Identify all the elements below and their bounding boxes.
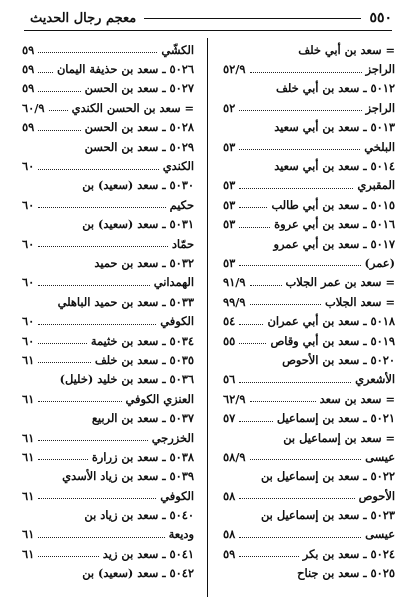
entry-text: = سعد بن الحسن الكندي xyxy=(71,100,194,115)
index-entry xyxy=(223,486,395,505)
page-header xyxy=(30,8,392,28)
entry-page-ref: ٦٠ xyxy=(22,236,35,251)
dot-leader xyxy=(239,207,267,208)
entry-text: ٥٠٣٣ ـ سعد بن حميد الباهلي xyxy=(57,294,194,309)
book-title: معجم رجال الحديث xyxy=(30,10,137,26)
dot-leader xyxy=(38,459,88,460)
index-entry xyxy=(22,447,194,466)
dot-leader xyxy=(49,110,68,111)
index-entry xyxy=(22,59,194,78)
index-entry xyxy=(223,350,395,369)
entry-page-ref: ٥٢ xyxy=(223,100,236,115)
entry-page-ref: ٦١ xyxy=(22,488,35,503)
entry-text: ٥٠٤٢ ـ سعد (سعيد) بن xyxy=(82,566,194,581)
entry-text: ٥٠٤٠ ـ سعد بن زياد بن xyxy=(84,508,194,523)
entry-text: ٥٠٢٢ ـ سعد بن إسماعيل بن xyxy=(261,469,395,484)
index-entry xyxy=(22,118,194,137)
page-number: ٥٥٠ xyxy=(369,10,392,26)
index-entry xyxy=(22,525,194,544)
entry-page-ref: ٥٨/٩ xyxy=(223,449,246,464)
dot-leader xyxy=(38,362,91,363)
entry-text: ٥٠٣٤ ـ سعد بن خثيمة xyxy=(90,333,194,348)
index-entry xyxy=(22,311,194,330)
entry-page-ref: ٥٩ xyxy=(22,62,35,77)
index-entry xyxy=(22,215,194,234)
entry-page-ref: ٦٠/٩ xyxy=(22,100,45,115)
index-entry xyxy=(223,59,395,78)
entry-page-ref: ٥٨ xyxy=(223,488,236,503)
dot-leader xyxy=(239,382,351,383)
index-entry xyxy=(22,79,194,98)
dot-leader xyxy=(38,556,99,557)
dot-leader xyxy=(239,421,273,422)
index-entry xyxy=(223,195,395,214)
index-entry xyxy=(223,118,395,137)
index-entry xyxy=(22,195,194,214)
entry-page-ref: ٩١/٩ xyxy=(223,275,246,290)
entry-text: ٥٠١٤ ـ سعد بن أبي سعيد xyxy=(274,159,395,174)
entry-page-ref: ٥٣ xyxy=(223,217,236,232)
entry-text: = سعد الجلاب xyxy=(324,294,395,309)
dot-leader xyxy=(38,130,80,131)
index-entry xyxy=(22,544,194,563)
entry-page-ref: ٥٣ xyxy=(223,255,236,270)
index-entry xyxy=(22,389,194,408)
entry-text: ٥٠١٩ ـ سعد بن أبي وقاص xyxy=(270,333,395,348)
entry-text: الراجز xyxy=(365,100,395,115)
dot-leader xyxy=(38,246,168,247)
index-entry xyxy=(22,273,194,292)
entry-text: المقبري xyxy=(357,178,395,193)
dot-leader xyxy=(239,149,360,150)
dot-leader xyxy=(239,537,361,538)
entry-text: حمّاد xyxy=(171,236,194,251)
entry-page-ref: ٦١ xyxy=(22,527,35,542)
dot-leader xyxy=(38,285,149,286)
entry-text: ٥٠٣٦ ـ سعد بن خليد (خليل) xyxy=(59,372,194,387)
entry-text: = سعد بن إسماعيل بن xyxy=(283,430,395,445)
dot-leader xyxy=(239,498,354,499)
entry-page-ref: ٥٧ xyxy=(223,411,236,426)
entry-text: ٥٠٢١ ـ سعد بن إسماعيل xyxy=(276,411,395,426)
index-entry xyxy=(22,40,194,59)
entry-page-ref: ٦٠ xyxy=(22,159,35,174)
index-entry xyxy=(223,137,395,156)
dot-leader xyxy=(38,207,165,208)
header-rule xyxy=(144,18,361,19)
entry-text: ٥٠٢٣ ـ سعد بن إسماعيل بن xyxy=(261,508,395,523)
dot-leader xyxy=(239,343,266,344)
entry-text: ٥٠١٨ ـ سعد بن أبي عمران xyxy=(267,314,395,329)
entry-page-ref: ٥٢/٩ xyxy=(223,62,246,77)
index-entry xyxy=(223,331,395,350)
index-entry xyxy=(22,428,194,447)
entry-text: ٥٠٢٦ ـ سعد بن حذيفة اليمان xyxy=(56,62,194,77)
entry-text: الكوفي xyxy=(160,314,194,329)
entry-page-ref: ٩٩/٩ xyxy=(223,294,246,309)
entry-text: = سعد بن عمر الجلاب xyxy=(285,275,395,290)
index-entry xyxy=(223,564,395,583)
entry-text: ٥٠٣١ ـ سعد (سعيد) بن xyxy=(82,217,194,232)
entry-text: = سعد بن أبي خلف xyxy=(298,42,395,57)
index-entry xyxy=(223,253,395,272)
dot-leader xyxy=(250,72,362,73)
left-column xyxy=(22,40,194,583)
index-entry xyxy=(223,234,395,253)
index-entry xyxy=(223,215,395,234)
dot-leader xyxy=(239,556,298,557)
index-entry xyxy=(22,331,194,350)
entry-text: ٥٠٢٠ ـ سعد بن الأحوص xyxy=(282,352,395,367)
dot-leader xyxy=(38,401,121,402)
entry-text: ٥٠١٣ ـ سعد بن أبي سعيد xyxy=(274,120,395,135)
entry-text: ٥٠٢٩ ـ سعد بن الحسن xyxy=(84,139,194,154)
entry-text: الكوفي xyxy=(160,488,194,503)
entry-page-ref: ٦٢/٩ xyxy=(223,391,246,406)
index-entry xyxy=(22,505,194,524)
entry-text: الكشّي xyxy=(161,42,194,57)
entry-text: ٥٠١٧ ـ سعد بن أبي عمرو xyxy=(273,236,395,251)
dot-leader xyxy=(38,324,156,325)
dot-leader xyxy=(38,440,147,441)
dot-leader xyxy=(38,169,158,170)
entry-text: الراجز xyxy=(365,62,395,77)
dot-leader xyxy=(38,91,80,92)
index-entry xyxy=(223,311,395,330)
index-entry xyxy=(22,370,194,389)
entry-page-ref: ٦٠ xyxy=(22,197,35,212)
entry-page-ref: ٥٣ xyxy=(223,139,236,154)
entry-page-ref: ٥٩ xyxy=(22,81,35,96)
entry-page-ref: ٦١ xyxy=(22,430,35,445)
index-entry xyxy=(223,525,395,544)
entry-text: ٥٠٢٥ ـ سعد بن جناح xyxy=(297,566,395,581)
index-entry xyxy=(22,176,194,195)
entry-text: الأشعري xyxy=(355,372,395,387)
entry-text: ٥٠١٦ ـ سعد بن أبي عروة xyxy=(274,217,395,232)
index-entry xyxy=(223,40,395,59)
index-entry xyxy=(22,137,194,156)
dot-leader xyxy=(250,304,321,305)
entry-text: ٥٠٢٤ ـ سعد بن بكر xyxy=(302,546,395,561)
index-entry xyxy=(22,98,194,117)
entry-text: ٥٠١٥ ـ سعد بن أبي طالب xyxy=(271,197,395,212)
entry-text: الخزرجي xyxy=(151,430,194,445)
index-entry xyxy=(223,505,395,524)
index-entry xyxy=(223,428,395,447)
entry-text: العنزي الكوفي xyxy=(125,391,194,406)
index-entry xyxy=(223,79,395,98)
entry-text: ٥٠٣٩ ـ سعد بن زياد الأسدي xyxy=(62,469,194,484)
entry-page-ref: ٦١ xyxy=(22,449,35,464)
index-entry xyxy=(22,486,194,505)
index-entry xyxy=(22,253,194,272)
index-entry xyxy=(22,408,194,427)
entry-page-ref: ٥٨ xyxy=(223,527,236,542)
entry-page-ref: ٥٥ xyxy=(223,333,236,348)
index-entry xyxy=(22,564,194,583)
entry-text: ٥٠٣٧ ـ سعد بن الربيع xyxy=(91,411,194,426)
index-entry xyxy=(22,350,194,369)
entry-text: الكندي xyxy=(162,159,194,174)
entry-page-ref: ٦٠ xyxy=(22,275,35,290)
entry-page-ref: ٦١ xyxy=(22,546,35,561)
dot-leader xyxy=(38,537,164,538)
index-entry xyxy=(223,447,395,466)
index-entry xyxy=(223,176,395,195)
entry-text: = سعد بن سعد xyxy=(319,391,395,406)
entry-text: ٥٠٣٨ ـ سعد بن زرارة xyxy=(91,449,194,464)
index-entry xyxy=(223,544,395,563)
index-entry xyxy=(223,389,395,408)
column-divider xyxy=(207,38,208,597)
index-entry xyxy=(22,292,194,311)
entry-page-ref: ٥٦ xyxy=(223,372,236,387)
entry-text: ٥٠١٢ ـ سعد بن أبي خلف xyxy=(276,81,395,96)
entry-page-ref: ٥٣ xyxy=(223,178,236,193)
header-divider xyxy=(24,30,392,31)
entry-page-ref: ٦١ xyxy=(22,352,35,367)
dot-leader xyxy=(38,72,53,73)
entry-text: ٥٠٣٢ ـ سعد بن حميد xyxy=(94,255,194,270)
index-entry xyxy=(22,467,194,486)
entry-page-ref: ٥٣ xyxy=(223,197,236,212)
dot-leader xyxy=(239,324,263,325)
index-entry xyxy=(223,156,395,175)
index-entry xyxy=(223,467,395,486)
entry-page-ref: ٥٩ xyxy=(223,546,236,561)
dot-leader xyxy=(250,459,362,460)
entry-text: وديعة xyxy=(168,527,194,542)
entry-text: ٥٠٣٥ ـ سعد بن خلف xyxy=(94,352,194,367)
index-entry xyxy=(223,292,395,311)
dot-leader xyxy=(38,498,156,499)
entry-text: ٥٠٣٠ ـ سعد (سعيد) بن xyxy=(82,178,194,193)
entry-page-ref: ٦٠ xyxy=(22,314,35,329)
index-entry xyxy=(223,408,395,427)
entry-page-ref: ٦١ xyxy=(22,391,35,406)
entry-text: البلخي xyxy=(364,139,395,154)
dot-leader xyxy=(250,285,282,286)
entry-text: الهمداني xyxy=(153,275,194,290)
entry-text: الأحوص xyxy=(358,488,395,503)
entry-text: ٥٠٢٨ ـ سعد بن الحسن xyxy=(84,120,194,135)
entry-text: (عمر) xyxy=(364,255,395,270)
index-entry xyxy=(223,98,395,117)
dot-leader xyxy=(239,227,270,228)
index-entry xyxy=(22,156,194,175)
entry-page-ref: ٥٩ xyxy=(22,120,35,135)
entry-text: حكيم xyxy=(169,197,194,212)
index-entry xyxy=(223,273,395,292)
dot-leader xyxy=(38,343,87,344)
dot-leader xyxy=(239,265,360,266)
entry-page-ref: ٦٠ xyxy=(22,333,35,348)
dot-leader xyxy=(38,52,157,53)
dot-leader xyxy=(239,188,353,189)
entry-text: عيسى xyxy=(365,449,395,464)
index-entry xyxy=(22,234,194,253)
entry-text: عيسى xyxy=(365,527,395,542)
entry-page-ref: ٥٤ xyxy=(223,314,236,329)
dot-leader xyxy=(239,110,361,111)
dot-leader xyxy=(250,401,316,402)
index-entry xyxy=(223,370,395,389)
entry-text: ٥٠٢٧ ـ سعد بن الحسن xyxy=(84,81,194,96)
right-column xyxy=(223,40,395,583)
entry-text: ٥٠٤١ ـ سعد بن زيد xyxy=(102,546,194,561)
entry-page-ref: ٥٩ xyxy=(22,42,35,57)
